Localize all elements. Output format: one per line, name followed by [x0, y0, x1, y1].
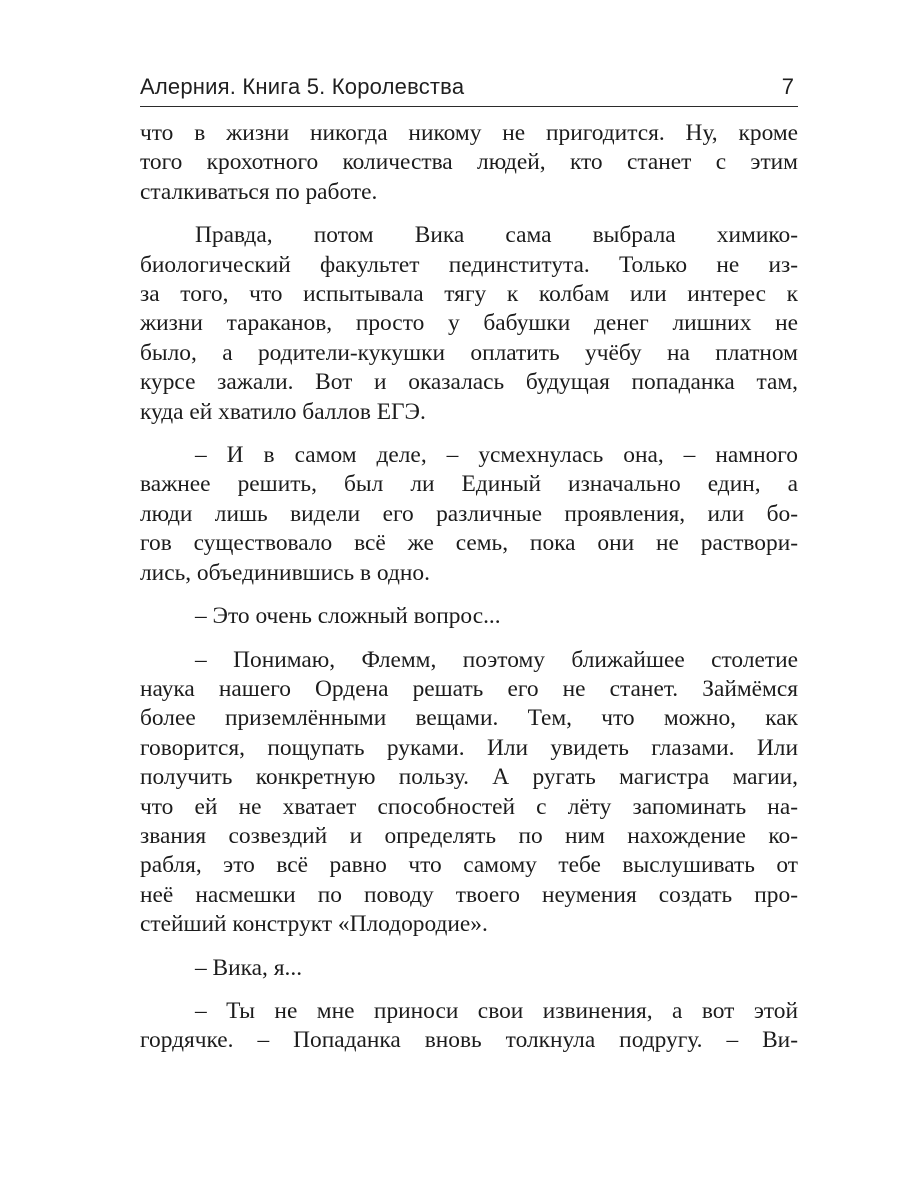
text-line: сталкиваться по работе.: [140, 178, 378, 205]
text-line: того крохотного количества людей, кто станет с этим: [140, 149, 798, 176]
text-line: – Это очень сложный вопрос...: [195, 603, 501, 630]
body-text: [140, 119, 798, 1070]
text-line: звания созвездий и определять по ним нахождение ко-: [140, 822, 798, 849]
text-line: что ей не хватает способностей с лёту запоминать на-: [140, 793, 798, 820]
text-line: гов существовало всё же семь, пока они не раствори-: [140, 530, 798, 557]
text-line: получить конкретную пользу. А ругать магистра магии,: [140, 764, 798, 791]
paragraph: [140, 221, 798, 427]
paragraph: [140, 954, 798, 983]
text-line: куда ей хватило баллов ЕГЭ.: [140, 398, 426, 425]
paragraph: [140, 441, 798, 588]
text-line: важнее решить, был ли Единый изначально един, а: [140, 471, 798, 498]
text-line: – Ты не мне приноси свои извинения, а вот этой: [195, 997, 798, 1024]
text-line: – Понимаю, Флемм, поэтому ближайшее столетие: [195, 646, 798, 673]
text-line: курсе зажали. Вот и оказалась будущая попаданка там,: [140, 369, 798, 396]
page-number: 7: [781, 74, 794, 99]
paragraph: [140, 119, 798, 207]
paragraph: [140, 997, 798, 1056]
text-line: говорится, пощупать руками. Или увидеть глазами. Или: [140, 734, 798, 761]
running-header: [140, 72, 798, 107]
text-line: наука нашего Ордена решать его не станет. Займёмся: [140, 675, 798, 702]
text-line: – Вика, я...: [195, 954, 303, 981]
text-line: неё насмешки по поводу твоего неумения создать про-: [140, 881, 798, 908]
text-line: более приземлёнными вещами. Тем, что можно, как: [140, 705, 798, 732]
text-line: жизни тараканов, просто у бабушки денег лишних не: [140, 310, 798, 337]
text-line: люди лишь видели его различные проявления, или бо-: [140, 500, 798, 527]
paragraph: [140, 646, 798, 940]
text-line: биологический факультет пединститута. Только не из-: [140, 251, 798, 278]
text-line: Правда, потом Вика сама выбрала химико-: [195, 222, 798, 249]
text-line: – И в самом деле, – усмехнулась она, – намного: [195, 442, 798, 469]
text-line: что в жизни никогда никому не пригодится. Ну, кроме: [140, 120, 798, 146]
paragraph: [140, 602, 798, 631]
text-line: стейший конструкт «Плодородие».: [140, 911, 488, 938]
text-line: лись, объединившись в одно.: [140, 559, 430, 586]
text-line: за того, что испытывала тягу к колбам или интерес к: [140, 281, 798, 308]
text-line: было, а родители-кукушки оплатить учёбу на платном: [140, 339, 798, 366]
text-line: рабля, это всё равно что самому тебе выслушивать от: [140, 852, 798, 879]
running-title: Алерния. Книга 5. Королевства: [140, 74, 465, 99]
text-line: гордячке. – Попаданка вновь толкнула подругу. – Ви-: [140, 1027, 798, 1054]
